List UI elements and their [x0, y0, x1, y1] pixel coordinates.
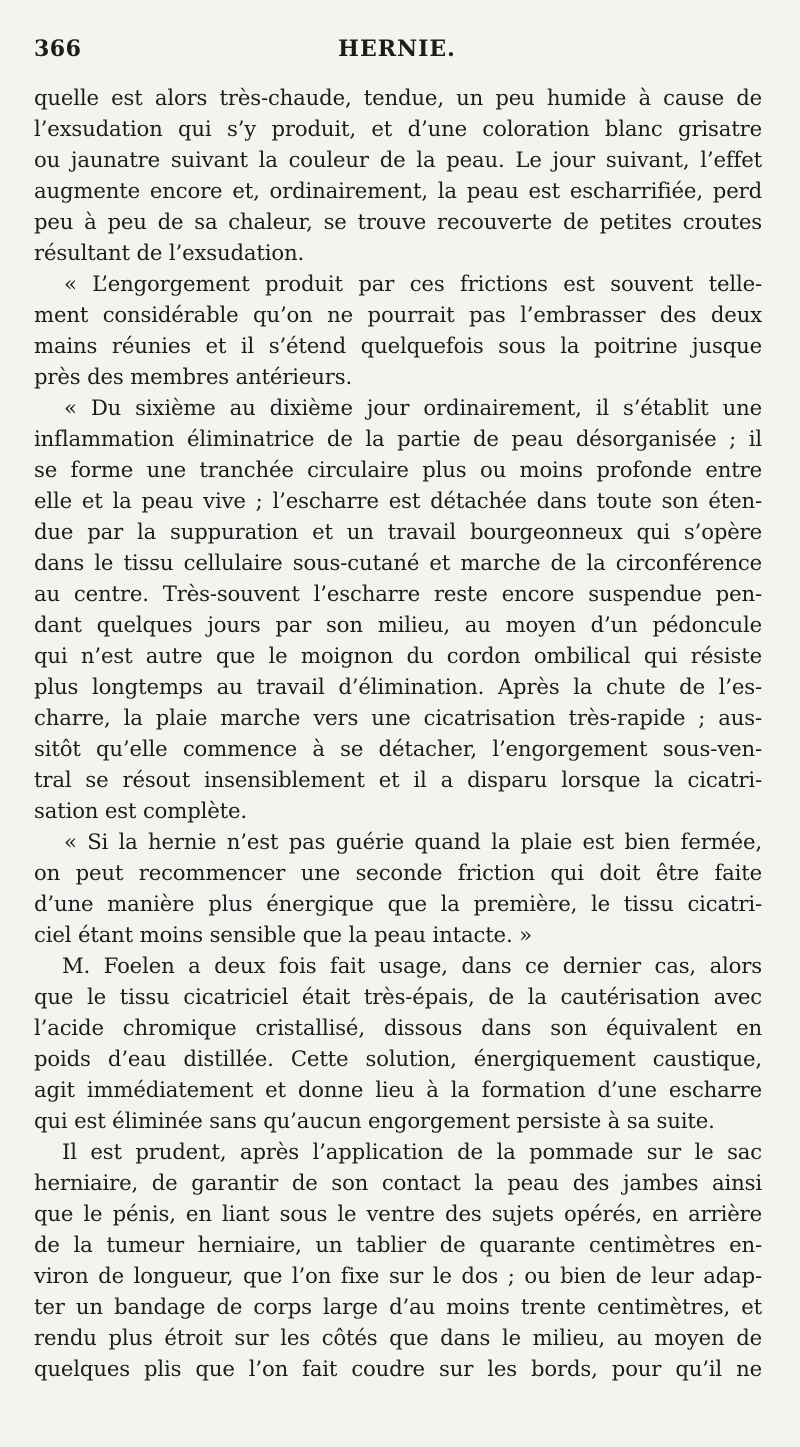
body-text — [34, 82, 762, 1384]
text-line: augmente encore et, ordinairement, la peau est escharrifiée, perd — [34, 178, 762, 203]
text-line: ou jaunatre suivant la couleur de la peau. Le jour suivant, l’effet — [34, 147, 762, 172]
text-line: herniaire, de garantir de son contact la peau des jambes ainsi — [34, 1170, 762, 1195]
text-line: résultant de l’exsudation. — [34, 240, 305, 265]
text-line: tral se résout insensiblement et il a disparu lorsque la cicatri- — [34, 767, 762, 792]
text-line: mains réunies et il s’étend quelquefois sous la poitrine jusque — [34, 333, 762, 358]
text-line: au centre. Très-souvent l’escharre reste encore suspendue pen- — [34, 581, 762, 606]
text-line: l’acide chromique cristallisé, dissous dans son équivalent en — [34, 1015, 762, 1040]
text-line: plus longtemps au travail d’élimination. Après la chute de l’es- — [34, 674, 762, 699]
text-line: « Du sixième au dixième jour ordinairement, il s’établit une — [64, 395, 762, 420]
page-number: 366 — [34, 36, 82, 62]
text-line: Il est prudent, après l’application de la pommade sur le sac — [62, 1139, 762, 1164]
text-line: inflammation éliminatrice de la partie de peau désorganisée ; il — [34, 426, 762, 451]
text-line: peu à peu de sa chaleur, se trouve recouverte de petites croutes — [34, 209, 762, 234]
text-line: que le pénis, en liant sous le ventre des sujets opérés, en arrière — [34, 1201, 762, 1226]
text-line: due par la suppuration et un travail bourgeonneux qui s’opère — [34, 519, 762, 544]
text-line: poids d’eau distillée. Cette solution, énergiquement caustique, — [34, 1046, 762, 1071]
text-line: ment considérable qu’on ne pourrait pas l’embrasser des deux — [34, 302, 762, 327]
text-line: qui n’est autre que le moignon du cordon ombilical qui résiste — [34, 643, 762, 668]
text-line: de la tumeur herniaire, un tablier de quarante centimètres en- — [34, 1232, 762, 1257]
text-line: que le tissu cicatriciel était très-épais, de la cautérisation avec — [34, 984, 762, 1009]
text-line: quelle est alors très-chaude, tendue, un peu humide à cause de — [34, 85, 762, 110]
text-line: « L’engorgement produit par ces frictions est souvent telle- — [64, 271, 762, 296]
text-line: sation est complète. — [34, 798, 247, 823]
text-line: rendu plus étroit sur les côtés que dans le milieu, au moyen de — [34, 1325, 762, 1350]
text-line: « Si la hernie n’est pas guérie quand la plaie est bien fermée, — [64, 829, 762, 854]
text-line: ter un bandage de corps large d’au moins trente centimètres, et — [34, 1294, 762, 1319]
text-line: ciel étant moins sensible que la peau intacte. » — [34, 922, 532, 947]
text-line: viron de longueur, que l’on fixe sur le dos ; ou bien de leur adap- — [34, 1263, 762, 1288]
text-line: se forme une tranchée circulaire plus ou moins profonde entre — [34, 457, 762, 482]
text-line: sitôt qu’elle commence à se détacher, l’engorgement sous-ven- — [34, 736, 762, 761]
text-line: charre, la plaie marche vers une cicatrisation très-rapide ; aus- — [34, 705, 762, 730]
text-line: quelques plis que l’on fait coudre sur les bords, pour qu’il ne — [34, 1356, 762, 1381]
text-line: on peut recommencer une seconde friction qui doit être faite — [34, 860, 762, 885]
text-line: dans le tissu cellulaire sous-cutané et marche de la circonférence — [34, 550, 762, 575]
text-line: près des membres antérieurs. — [34, 364, 353, 389]
text-line: elle et la peau vive ; l’escharre est détachée dans toute son éten- — [34, 488, 762, 513]
text-line: d’une manière plus énergique que la première, le tissu cicatri- — [34, 891, 762, 916]
running-head — [34, 36, 760, 66]
chapter-title: HERNIE. — [338, 36, 456, 62]
text-line: agit immédiatement et donne lieu à la formation d’une escharre — [34, 1077, 762, 1102]
text-line: l’exsudation qui s’y produit, et d’une coloration blanc grisatre — [34, 116, 762, 141]
text-line: qui est éliminée sans qu’aucun engorgement persiste à sa suite. — [34, 1108, 715, 1133]
text-line: M. Foelen a deux fois fait usage, dans ce dernier cas, alors — [62, 953, 762, 978]
text-line: dant quelques jours par son milieu, au moyen d’un pédoncule — [34, 612, 762, 637]
